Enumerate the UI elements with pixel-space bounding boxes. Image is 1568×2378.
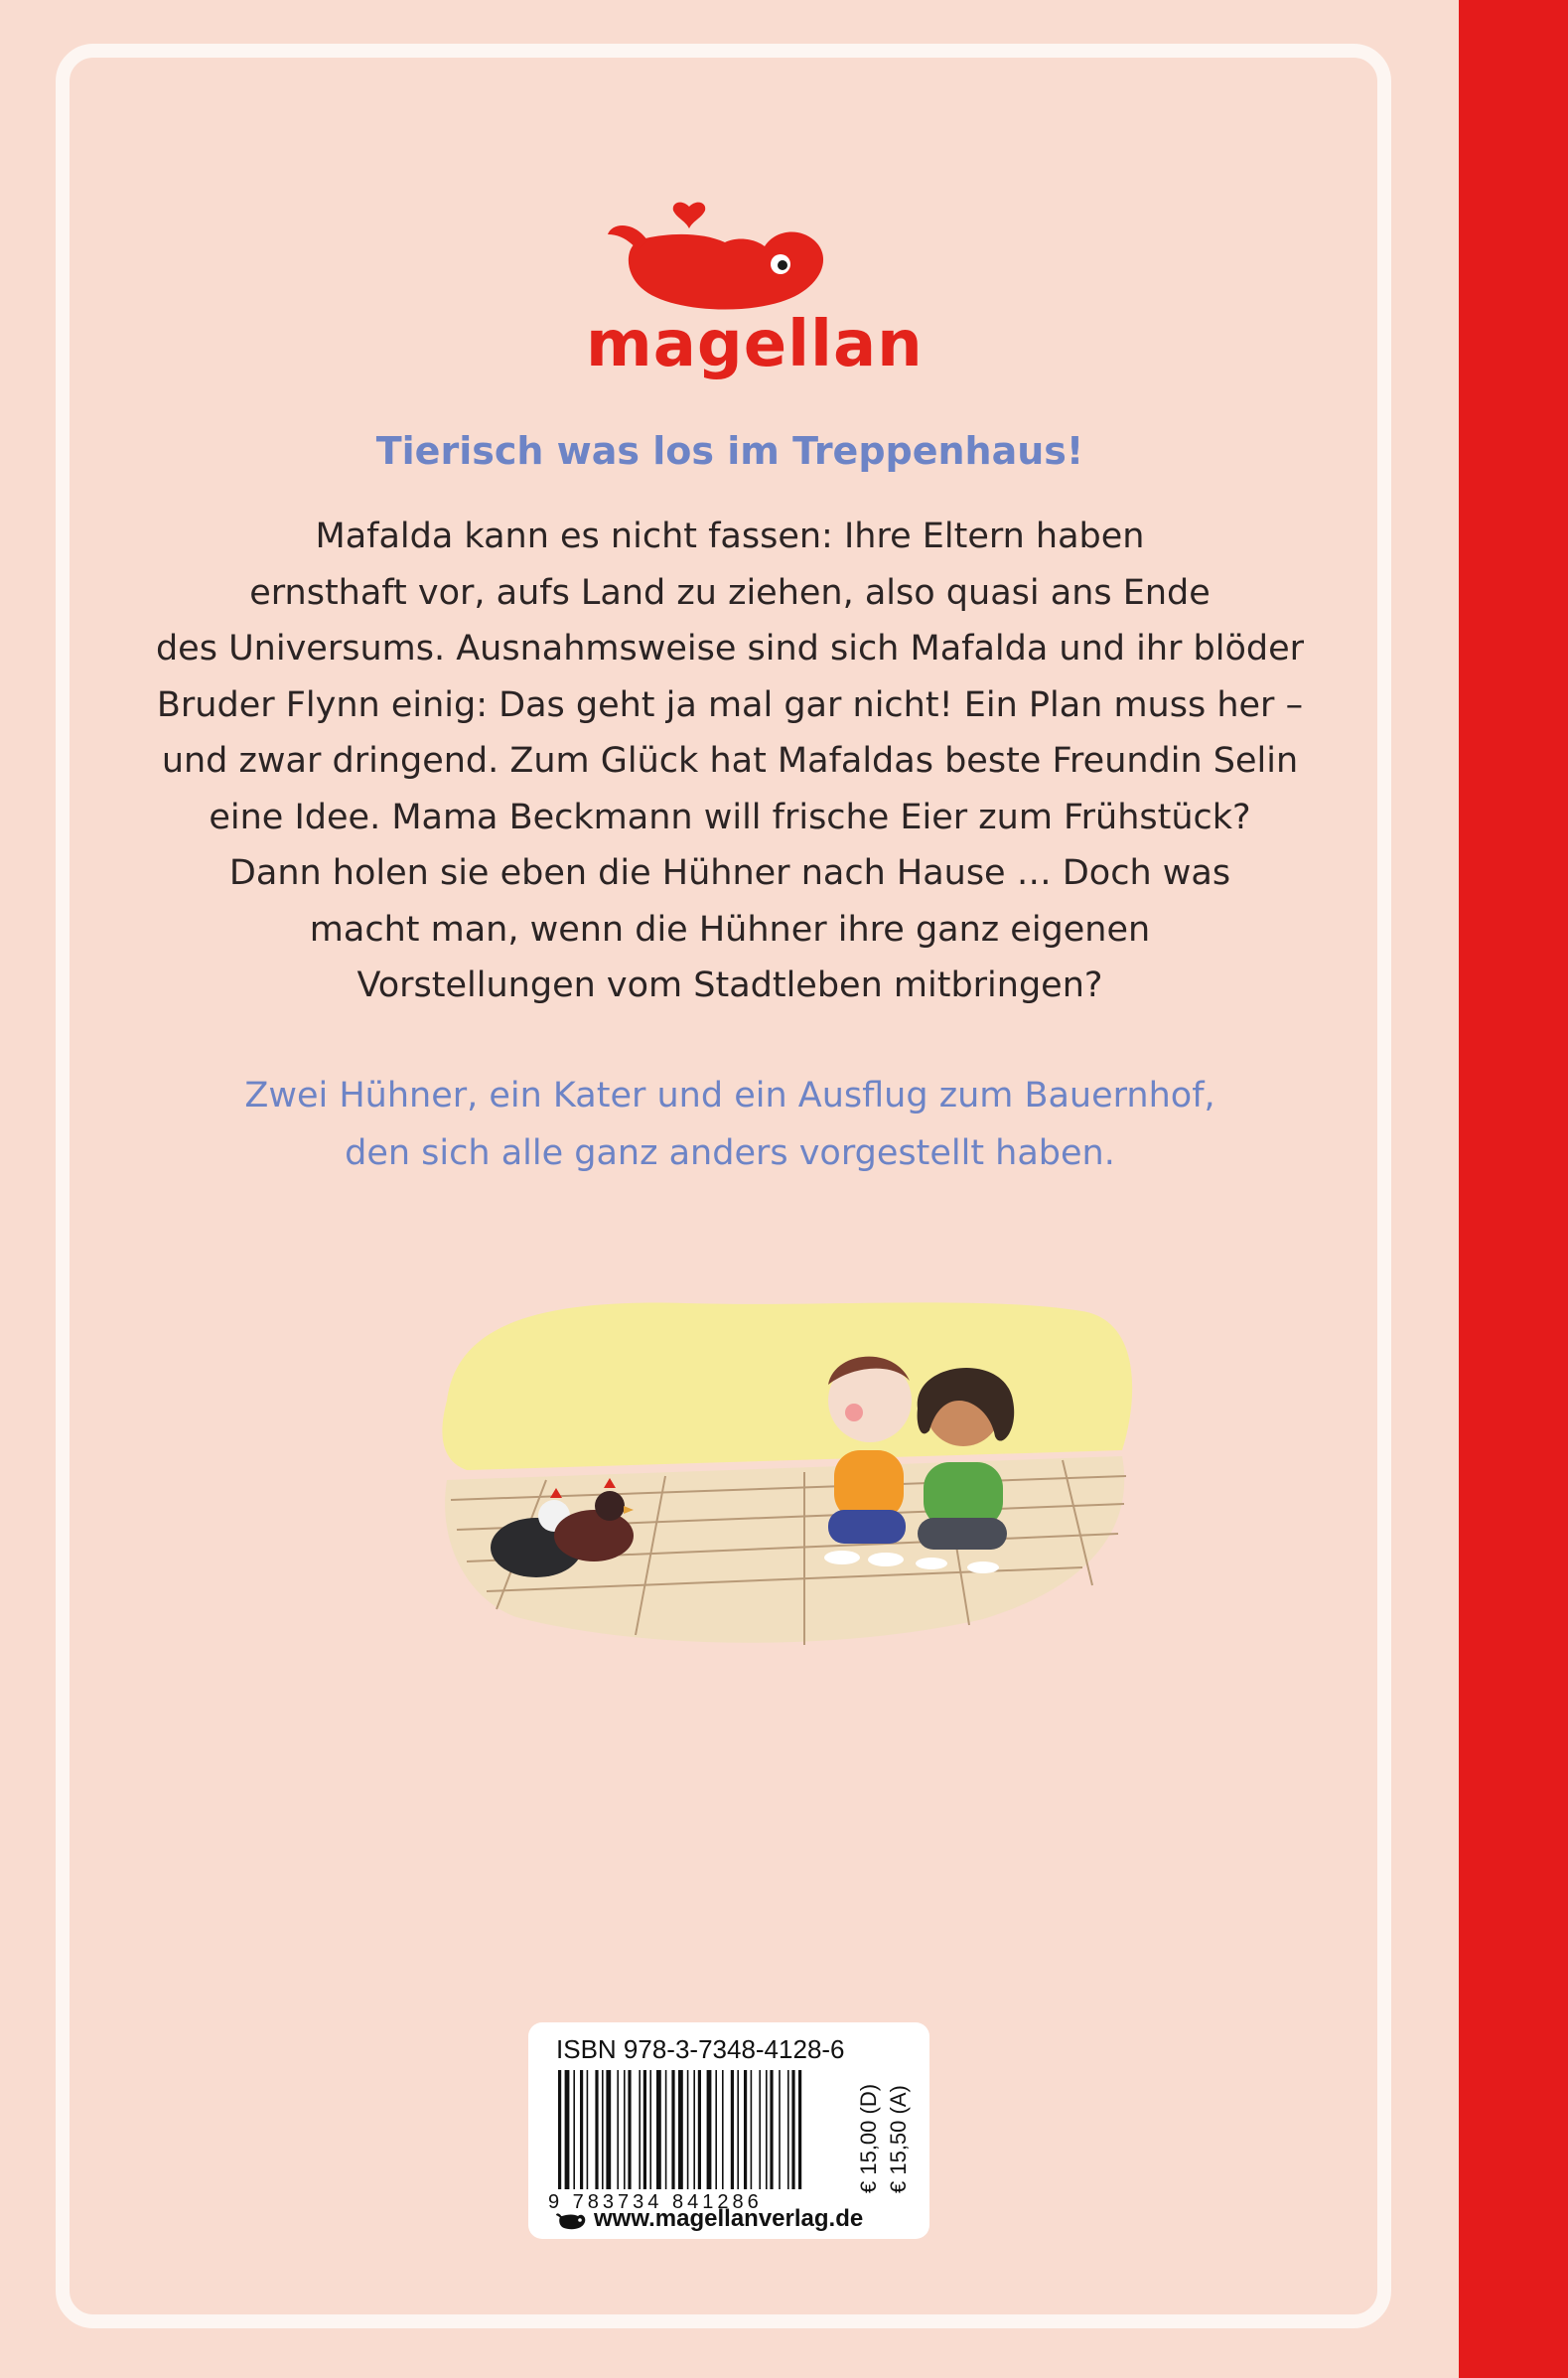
barcode-bar bbox=[665, 2070, 667, 2189]
barcode-bar bbox=[573, 2070, 575, 2189]
barcode-bar bbox=[643, 2070, 646, 2189]
barcode-bar bbox=[639, 2070, 641, 2189]
barcode-bar bbox=[766, 2070, 768, 2189]
barcode-bar bbox=[698, 2070, 701, 2189]
logo-wordmark: magellan bbox=[586, 308, 924, 381]
barcode-bar bbox=[731, 2070, 734, 2189]
barcode-bar bbox=[602, 2070, 604, 2189]
blurb-line: des Universums. Ausnahmsweise sind sich Mafalda und ihr blöder bbox=[155, 629, 1305, 669]
blurb-line: ernsthaft vor, aufs Land zu ziehen, also quasi ans Ende bbox=[249, 572, 1211, 613]
barcode-bar bbox=[678, 2070, 683, 2189]
barcode-label bbox=[528, 2022, 929, 2239]
publisher-url-row bbox=[556, 2204, 863, 2234]
isbn-text: ISBN 978-3-7348-4128-6 bbox=[556, 2034, 845, 2064]
blurb-line: Mafalda kann es nicht fassen: Ihre Eltern haben bbox=[315, 517, 1145, 556]
barcode-bar bbox=[565, 2070, 570, 2189]
barcode-bar bbox=[580, 2070, 583, 2189]
barcode-bar bbox=[656, 2070, 661, 2189]
whale-icon bbox=[556, 2208, 588, 2230]
tagline bbox=[139, 1067, 1321, 1182]
headline: Tierisch was los im Treppenhaus! bbox=[375, 429, 1084, 473]
barcode-bar bbox=[606, 2070, 611, 2189]
price-germany: € 15,00 (D) bbox=[856, 2083, 881, 2193]
cover-frame bbox=[56, 44, 1391, 2328]
barcode-bar bbox=[744, 2070, 747, 2189]
barcode-bar bbox=[624, 2070, 626, 2189]
barcode-bar bbox=[707, 2070, 712, 2189]
blurb-line: Bruder Flynn einig: Das geht ja mal gar nicht! Ein Plan muss her – bbox=[156, 684, 1304, 725]
publisher-url: www.magellanverlag.de bbox=[594, 2205, 864, 2232]
price-austria: € 15,50 (A) bbox=[886, 2085, 911, 2193]
barcode-bar bbox=[715, 2070, 717, 2189]
barcode-bar bbox=[687, 2070, 689, 2189]
barcode-bar bbox=[737, 2070, 739, 2189]
barcode-bar bbox=[722, 2070, 724, 2189]
tagline-line: Zwei Hühner, ein Kater und ein Ausflug zum Bauernhof, bbox=[244, 1076, 1215, 1115]
wall bbox=[442, 1302, 1132, 1470]
barcode-bar bbox=[693, 2070, 695, 2189]
barcode-bar bbox=[617, 2070, 619, 2189]
barcode-bar bbox=[791, 2070, 794, 2189]
barcode-bar bbox=[595, 2070, 598, 2189]
cover-illustration bbox=[427, 1281, 1142, 1659]
barcode-bar bbox=[649, 2070, 651, 2189]
red-spine bbox=[1459, 0, 1568, 2378]
blurb-line: macht man, wenn die Hühner ihre ganz eigenen bbox=[309, 909, 1151, 950]
girl-pigtails bbox=[824, 1357, 912, 1566]
blurb-line: Dann holen sie eben die Hühner nach Hause … Doch was bbox=[228, 853, 1231, 893]
whale-icon bbox=[586, 199, 894, 318]
barcode-bar bbox=[798, 2070, 801, 2189]
blurb-line: eine Idee. Mama Beckmann will frische Eier zum Frühstück? bbox=[209, 797, 1251, 837]
barcode-bars bbox=[558, 2070, 846, 2189]
barcode-bar bbox=[587, 2070, 589, 2189]
barcode-bar bbox=[759, 2070, 761, 2189]
blurb bbox=[139, 509, 1321, 1014]
blurb-line: und zwar dringend. Zum Glück hat Mafaldas beste Freundin Selin bbox=[161, 741, 1299, 781]
barcode-bar bbox=[671, 2070, 674, 2189]
barcode-bar bbox=[751, 2070, 753, 2189]
barcode-bar bbox=[628, 2070, 631, 2189]
barcode-bar bbox=[779, 2070, 781, 2189]
barcode-bar bbox=[770, 2070, 773, 2189]
barcode-bar bbox=[558, 2070, 561, 2189]
tagline-line: den sich alle ganz anders vorgestellt haben. bbox=[345, 1133, 1115, 1173]
publisher-logo bbox=[586, 199, 924, 381]
barcode-digits: 9 783734 841286 bbox=[548, 2191, 763, 2213]
blurb-line: Vorstellungen vom Stadtleben mitbringen? bbox=[356, 966, 1103, 1005]
barcode-bar bbox=[787, 2070, 789, 2189]
